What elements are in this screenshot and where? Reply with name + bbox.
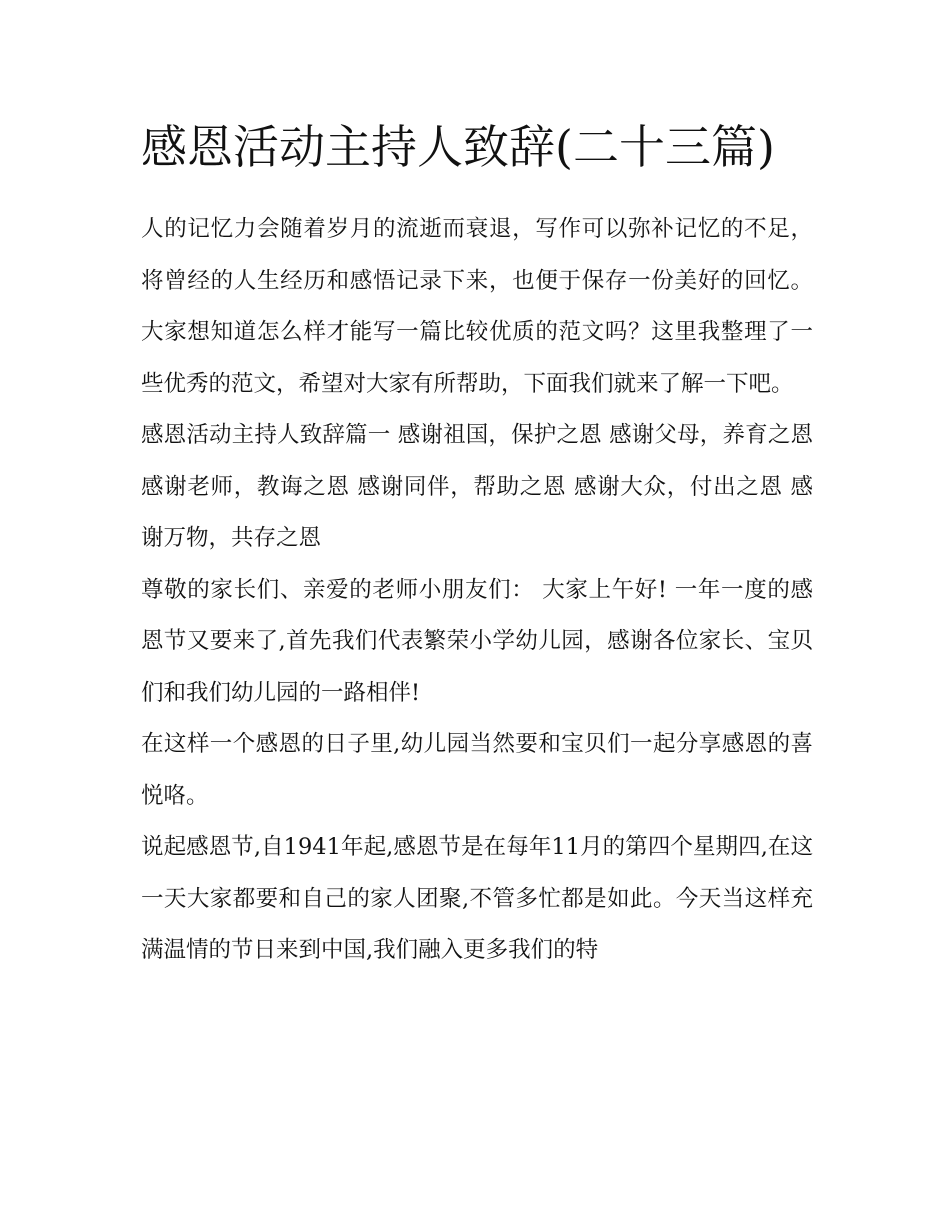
document-content — [141, 112, 813, 977]
document-body — [141, 204, 813, 977]
paragraph-history: 说起感恩节,自1941年起,感恩节是在每年11月的第四个星期四,在这一天大家都要和自己的家人团聚,不管多忙都是如此。今天当这样充满温情的节日来到中国,我们融入更多我们的特 — [141, 834, 813, 963]
document-title: 感恩活动主持人致辞(二十三篇) — [141, 120, 775, 174]
paragraph-intro: 人的记忆力会随着岁月的流逝而衰退，写作可以弥补记忆的不足，将曾经的人生经历和感悟记录下来，也便于保存一份美好的回忆。大家想知道怎么样才能写一篇比较优质的范文吗？这里我整理了一些优秀的范文，希望对大家有所帮助，下面我们就来了解一下吧。 — [141, 216, 813, 397]
paragraph-sharing: 在这样一个感恩的日子里,幼儿园当然要和宝贝们一起分享感恩的喜悦咯。 — [141, 731, 813, 809]
paragraph-greeting: 尊敬的家长们、亲爱的老师小朋友们： 大家上午好! 一年一度的感恩节又要来了,首先我们代表繁荣小学幼儿园，感谢各位家长、宝贝们和我们幼儿园的一路相伴! — [141, 576, 813, 706]
paragraph-gratitude-list: 感恩活动主持人致辞篇一 感谢祖国，保护之恩 感谢父母，养育之恩 感谢老师，教诲之恩 感谢同伴，帮助之恩 感谢大众，付出之恩 感谢万物，共存之恩 — [141, 422, 813, 551]
